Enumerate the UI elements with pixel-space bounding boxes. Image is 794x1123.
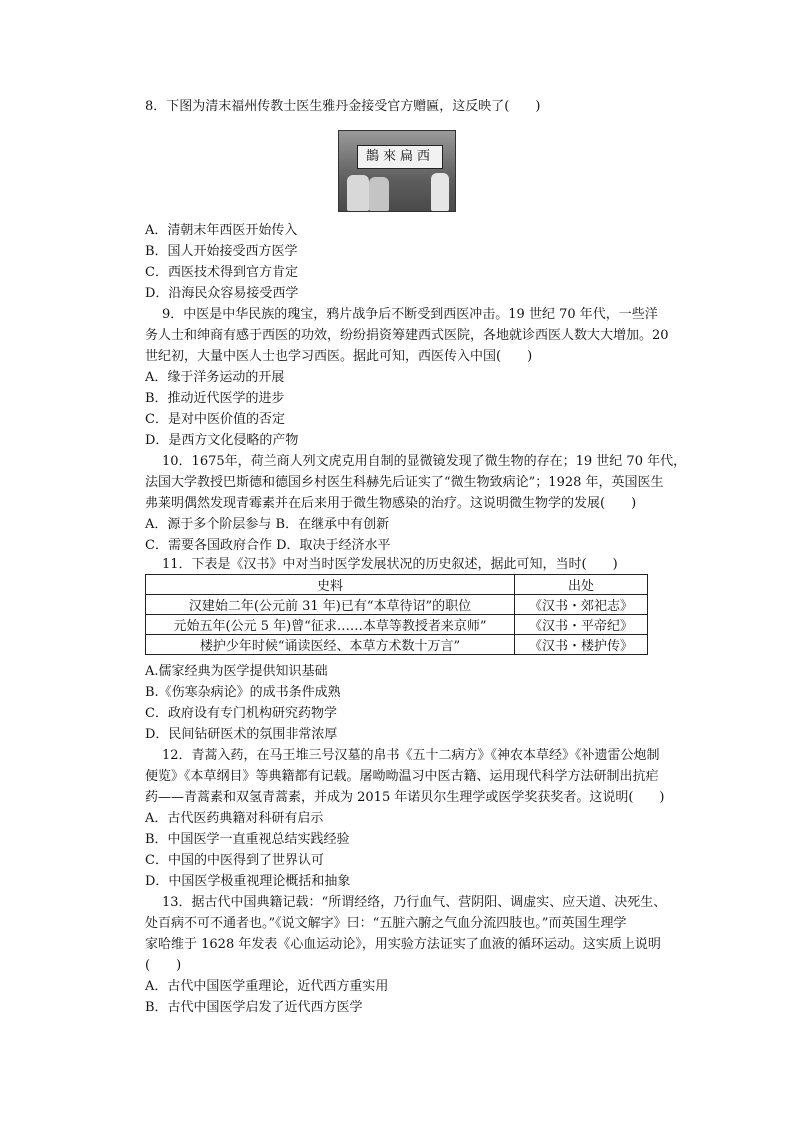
question-12-stem-line: 12．青蒿入药，在马王堆三号汉墓的帛书《五十二病方》《神农本草经》《补遗雷公炮制 (162, 748, 660, 763)
table-cell: 《汉书・楼护传》 (515, 635, 648, 655)
question-13-stem-line: 13．据古代中国典籍记载：“所谓经络，乃行血气、营阴阳、调虚实、应天道、决死生、 (162, 895, 667, 910)
table-header-source: 史料 (146, 575, 515, 595)
table-row (146, 595, 648, 615)
question-12-stem-line: 便览》《本草纲目》等典籍都有记载。屠呦呦温习中医古籍、运用现代科学方法研制出抗疟 (145, 769, 659, 784)
question-8-stem: 8．下图为清末福州传教士医生雅丹金接受官方赠匾，这反映了( ) (145, 99, 541, 114)
question-12-stem-line: 药——青蒿素和双氢青蒿素，并成为 2015 年诺贝尔生理学或医学奖获奖者。这说明( ) (145, 790, 665, 805)
question-10-stem-line: 10．1675年，荷兰商人列文虎克用自制的显微镜发现了微生物的存在；19 世纪 70 年代， (162, 454, 687, 469)
question-13-stem-line: ( ) (145, 958, 182, 973)
question-8-option-b: B．国人开始接受西方医学 (145, 244, 298, 259)
question-9-option-a: A．缘于洋务运动的开展 (145, 370, 285, 385)
question-9-option-d: D．是西方文化侵略的产物 (145, 433, 299, 448)
question-13-stem-line: 处百病不可不通者也。”《说文解字》曰：“五脏六腑之气血分流四肢也。”而英国生理学 (145, 916, 627, 931)
question-10-option-ab: A．源于多个阶层参与 B．在继承中有创新 (145, 517, 390, 532)
question-9-option-c: C．是对中医价值的否定 (145, 412, 285, 427)
table-cell: 《汉书・平帝纪》 (515, 615, 648, 635)
question-10-option-cd: C．需要各国政府合作 D．取决于经济水平 (145, 538, 391, 553)
table-cell: 汉建始二年(公元前 31 年)已有“本草待诏”的职位 (146, 595, 515, 615)
question-9-stem-line: 务人士和绅商有感于西医的功效，纷纷捐资筹建西式医院，各地就诊西医人数大大增加。20 (145, 328, 669, 343)
table-cell: 楼护少年时候“诵读医经、本草方术数十万言” (146, 635, 515, 655)
question-12-option-b: B．中国医学一直重视总结实践经验 (145, 832, 350, 847)
question-13-stem-line: 家哈维于 1628 年发表《心血运动论》，用实验方法证实了血液的循环运动。这实质上说明 (145, 937, 661, 952)
question-9-option-b: B．推动近代医学的进步 (145, 391, 285, 406)
table-header-origin: 出处 (515, 575, 648, 595)
question-11-stem: 11．下表是《汉书》中对当时医学发展状况的历史叙述，据此可知，当时( ) (162, 557, 618, 572)
table-cell: 《汉书・郊祀志》 (515, 595, 648, 615)
question-13-option-a: A．古代中国医学重理论，近代西方重实用 (145, 979, 389, 994)
question-11-option-d: D．民间钻研医术的氛围非常浓厚 (145, 727, 338, 742)
question-10-stem-line: 弗莱明偶然发现青霉素并在后来用于微生物感染的治疗。这说明微生物学的发展( ) (145, 496, 637, 511)
question-11-option-a: A.儒家经典为医学提供知识基础 (145, 664, 328, 679)
question-12-option-a: A．古代医药典籍对科研有启示 (145, 811, 324, 826)
question-11-option-b: B.《伤寒杂病论》的成书条件成熟 (145, 685, 341, 700)
question-8-option-c: C．西医技术得到官方肯定 (145, 265, 298, 280)
question-12-option-c: C．中国的中医得到了世界认可 (145, 853, 324, 868)
table-row (146, 615, 648, 635)
plaque-text: 鵲來扁西 (357, 145, 443, 169)
table-row (146, 635, 648, 655)
question-9-stem-line: 世纪初，大量中医人士也学习西医。据此可知，西医传入中国( ) (145, 349, 533, 364)
question-8-option-d: D．沿海民众容易接受西学 (145, 286, 299, 301)
table-cell: 元始五年(公元 5 年)曾“征求……本草等教授者来京师” (146, 615, 515, 635)
question-11-option-c: C．政府设有专门机构研究药物学 (145, 706, 337, 721)
history-source-table (145, 574, 648, 655)
question-9-stem-line: 9．中医是中华民族的瑰宝，鸦片战争后不断受到西医冲击。19 世纪 70 年代，一些洋 (162, 307, 658, 322)
question-8-option-a: A．清朝末年西医开始传入 (145, 223, 298, 238)
plaque-photo (338, 130, 456, 212)
question-12-option-d: D．中国医学极重视理论概括和抽象 (145, 874, 351, 889)
question-13-option-b: B．古代中国医学启发了近代西方医学 (145, 1000, 363, 1015)
question-10-stem-line: 法国大学教授巴斯德和德国乡村医生科赫先后证实了“微生物致病论”；1928 年，英国医生 (145, 475, 664, 490)
